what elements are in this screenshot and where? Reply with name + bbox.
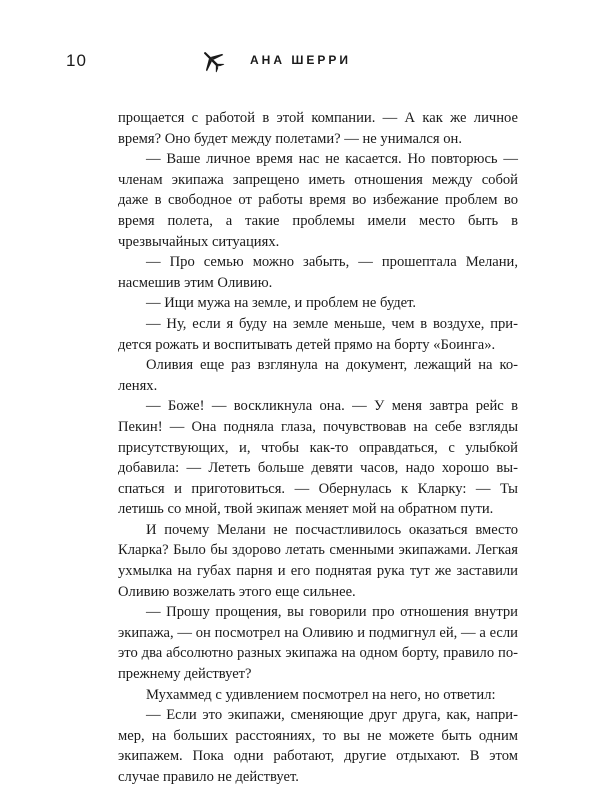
airplane-icon (200, 48, 226, 74)
paragraph: — Про семью можно забыть, — прошептала Мелани, насмешив этим Оливию. (118, 254, 518, 291)
page-number: 10 (66, 51, 87, 70)
paragraph: Мухаммед с удивлением посмотрел на него, но ответил: (146, 686, 496, 703)
paragraph: — Прошу прощения, вы говорили про отношения внутри экипажа, — он посмотрел на Оливию и подмигнул ей, — а если это два абсолютно разных экипажа на одном борту, правило по-прежнему действует? (118, 604, 518, 683)
page-header (66, 48, 536, 76)
paragraph: — Боже! — воскликнула она. — У меня завтра рейс в Пекин! — Она подняла глаза, почувствовав на себе взгляды присутствующих, и, чтобы как-то оправдаться, с улыбкой добавила: — Лететь больше девяти часов, надо хорошо выспаться и приготовиться. — Обернулась к Кларку: — Ты летишь со мной, твой экипаж меняет мой на обратном пути. (118, 398, 518, 518)
paragraph: — Если это экипажи, сменяющие друг друга, как, например, на больших расстояниях, то вы не можете быть одним экипажем. Пока одни работают, другие отдыхают. В этом случае правило не действует. (118, 707, 518, 785)
paragraph: прощается с работой в этой компании. — А как же личное время? Оно будет между полетами? — не унимался он. (118, 110, 518, 147)
paragraph: — Ваше личное время нас не касается. Но повторюсь — членам экипажа запрещено иметь отношения между собой даже в свободное от работы время во избежание проблем во время полета, а такие проблемы имели место быть в чрезвычайных ситуациях. (118, 151, 518, 250)
body-text (118, 108, 518, 788)
paragraph: — Ищи мужа на земле, и проблем не будет. (146, 295, 417, 312)
paragraph: — Ну, если я буду на земле меньше, чем в воздухе, придется рожать и воспитывать детей прямо на борту «Боинга». (118, 315, 518, 353)
paragraph: Оливия еще раз взглянула на документ, лежащий на коленях. (118, 357, 518, 394)
running-head: АНА ШЕРРИ (250, 53, 352, 67)
paragraph: И почему Мелани не посчастливилось оказаться вместо Кларка? Было бы здорово летать сменными экипажами. Легкая ухмылка на губах парня и его поднятая рука тут же заставили Оливию возжелать этого еще сильнее. (118, 521, 518, 600)
